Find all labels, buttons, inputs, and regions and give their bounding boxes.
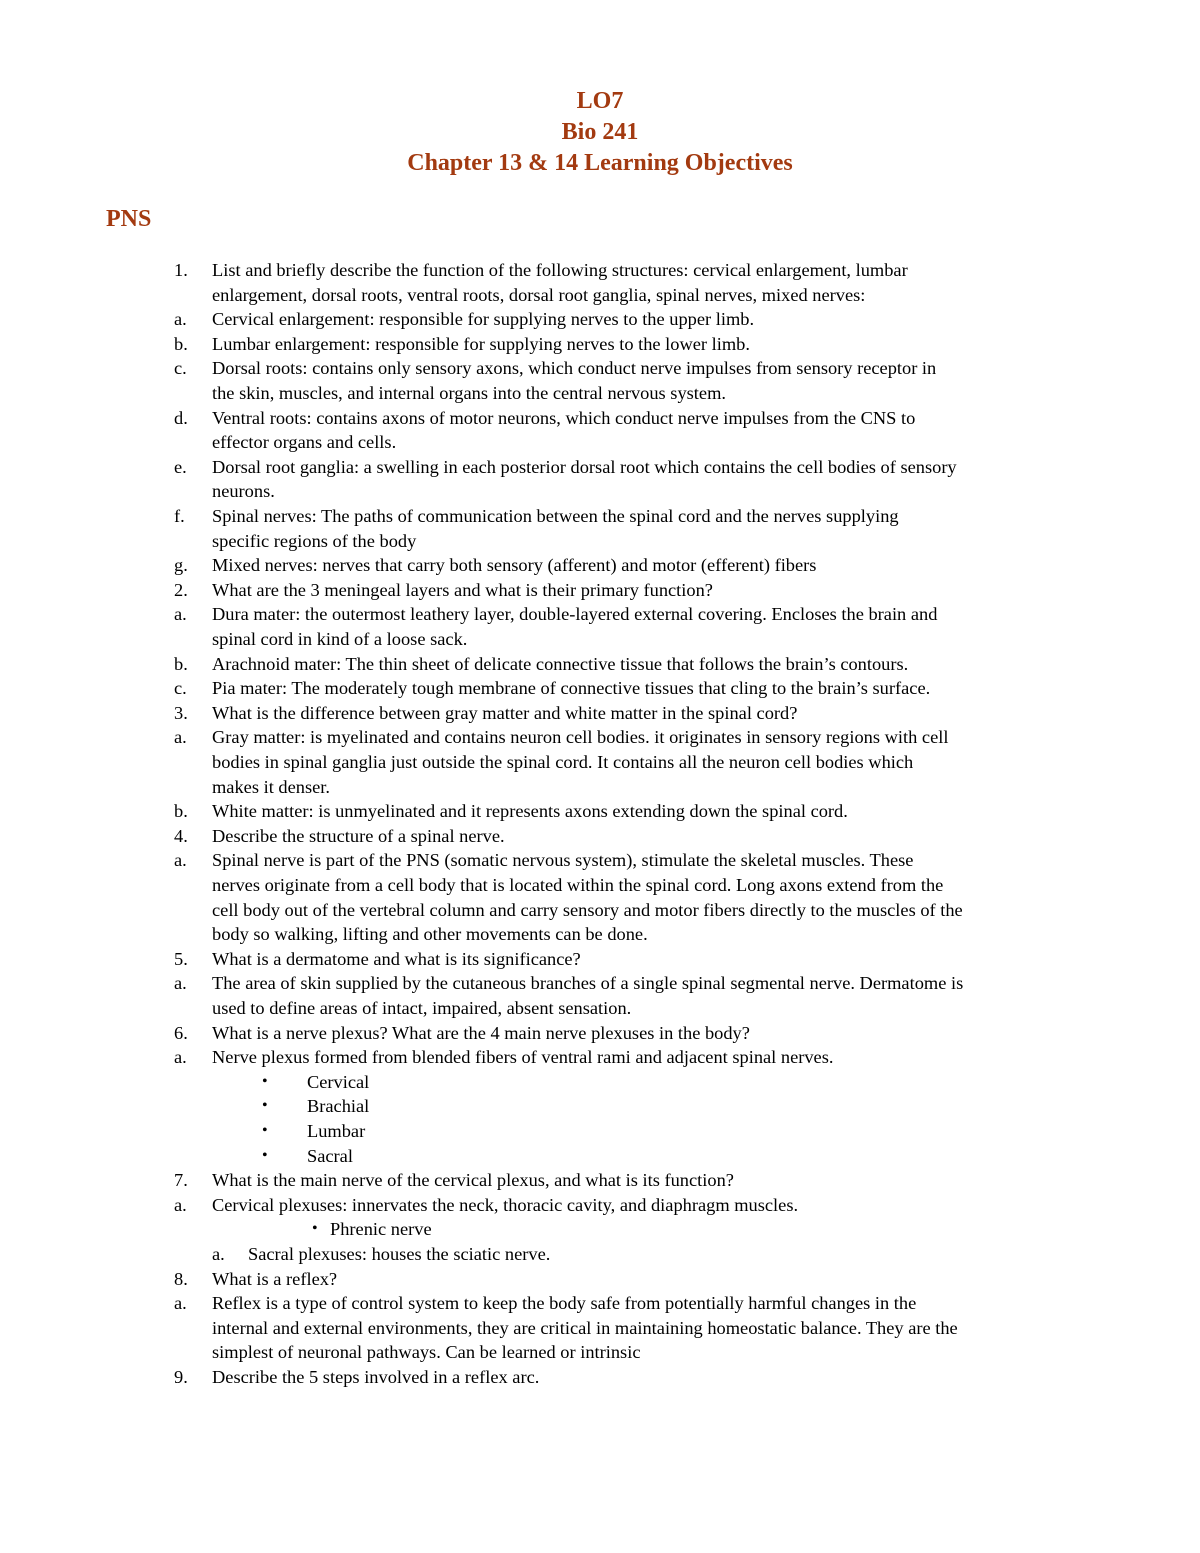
list-text: What is the main nerve of the cervical plexus, and what is its function? [212,1170,734,1191]
list-text: Nerve plexus formed from blended fibers of ventral rami and adjacent spinal nerves. [212,1047,834,1068]
list-marker: a. [174,727,187,748]
list-text: Cervical enlargement: responsible for supplying nerves to the upper limb. [212,309,755,330]
list-text: White matter: is unmyelinated and it represents axons extending down the spinal cord. [212,801,848,822]
list-marker: a. [174,1047,187,1068]
list-marker: a. [174,850,187,871]
list-marker: 2. [174,579,188,600]
list-marker: a. [174,1194,187,1215]
list-text: What is the difference between gray matter and white matter in the spinal cord? [212,702,798,723]
list-marker: 9. [174,1367,188,1387]
list-text: effector organs and cells. [212,432,397,453]
list-text: List and briefly describe the function of the following structures: cervical enlargement, lumbar [212,260,908,280]
list-marker: 8. [174,1268,188,1289]
list-text: specific regions of the body [212,530,417,551]
bullet-icon: • [262,1097,268,1115]
list-text: Gray matter: is myelinated and contains neuron cell bodies. it originates in sensory regions with cell [212,727,949,748]
list-text: Pia mater: The moderately tough membrane of connective tissues that cling to the brain’s surface. [212,678,931,699]
list-text: What is a nerve plexus? What are the 4 main nerve plexuses in the body? [212,1022,750,1043]
list-text: the skin, muscles, and internal organs into the central nervous system. [212,383,726,403]
list-marker: b. [174,653,188,674]
list-marker: d. [174,407,188,428]
list-text: Reflex is a type of control system to keep the body safe from potentially harmful changes in the [212,1293,917,1314]
list-text: What is a dermatome and what is its significance? [212,948,581,969]
doc-title-code: LO7 [576,88,624,114]
list-marker: 7. [174,1170,188,1191]
list-marker: b. [174,801,188,822]
list-marker: 5. [174,948,188,969]
list-marker: a. [212,1244,225,1264]
list-text: Spinal nerve is part of the PNS (somatic nervous system), stimulate the skeletal muscles. These [212,850,914,871]
list-text: bodies in spinal ganglia just outside the spinal cord. It contains all the neuron cell bodies which [212,752,914,772]
list-text: Describe the structure of a spinal nerve. [212,825,505,846]
list-text: Dura mater: the outermost leathery layer, double-layered external covering. Encloses the brain and [212,604,938,625]
list-text: nerves originate from a cell body that is located within the spinal cord. Long axons extend from the [212,875,944,895]
bullet-icon: • [262,1146,268,1164]
list-marker: a. [174,604,187,625]
section-heading: PNS [106,206,152,232]
doc-title-chapter: Chapter 13 & 14 Learning Objectives [407,150,793,176]
list-marker: 1. [174,260,188,280]
list-marker: c. [174,678,187,699]
list-text: Arachnoid mater: The thin sheet of delicate connective tissue that follows the brain’s contours. [212,653,909,674]
list-marker: 3. [174,702,188,723]
list-text: spinal cord in kind of a loose sack. [212,629,468,649]
list-text: Spinal nerves: The paths of communication between the spinal cord and the nerves supplying [212,506,899,526]
list-marker: 4. [174,825,188,846]
list-text: What are the 3 meningeal layers and what is their primary function? [212,579,713,600]
list-text: Ventral roots: contains axons of motor neurons, which conduct nerve impulses from the CNS to [212,407,916,428]
list-text: Lumbar enlargement: responsible for supplying nerves to the lower limb. [212,333,750,354]
bullet-icon: • [312,1220,318,1238]
list-text: Cervical plexuses: innervates the neck, thoracic cavity, and diaphragm muscles. [212,1194,799,1215]
list-marker: g. [174,555,188,576]
list-marker: a. [174,973,187,994]
list-text: Sacral plexuses: houses the sciatic nerve. [248,1244,551,1264]
bullet-icon: • [262,1122,268,1139]
doc-title-course: Bio 241 [561,119,639,145]
bullet-icon: • [262,1072,268,1090]
list-text: What is a reflex? [212,1268,338,1289]
list-marker: c. [174,358,187,379]
list-text: cell body out of the vertebral column and carry sensory and motor fibers directly to the muscles of the [212,899,963,920]
list-marker: b. [174,333,188,354]
list-text: Mixed nerves: nerves that carry both sensory (afferent) and motor (efferent) fibers [212,555,817,576]
list-text: Dorsal roots: contains only sensory axons, which conduct nerve impulses from sensory receptor in [212,358,937,379]
bullet-text: Cervical [307,1071,370,1092]
list-text: neurons. [212,481,275,502]
bullet-text: Lumbar [307,1121,366,1141]
bullet-text: Brachial [307,1096,370,1117]
list-marker: f. [174,506,185,526]
list-text: internal and external environments, they are critical in maintaining homeostatic balance. They are the [212,1317,958,1338]
bullet-text: Sacral [307,1145,353,1166]
list-marker: e. [174,456,187,477]
list-marker: a. [174,309,187,330]
bullet-text: Phrenic nerve [330,1219,432,1240]
list-text: Describe the 5 steps involved in a reflex arc. [212,1367,540,1387]
list-text: The area of skin supplied by the cutaneous branches of a single spinal segmental nerve. Dermatome is [212,973,964,994]
list-text: Dorsal root ganglia: a swelling in each posterior dorsal root which contains the cell bodies of sensory [212,456,957,477]
list-text: body so walking, lifting and other movements can be done. [212,924,648,945]
list-text: used to define areas of intact, impaired, absent sensation. [212,998,632,1018]
list-text: makes it denser. [212,776,330,797]
list-marker: a. [174,1293,187,1314]
list-text: simplest of neuronal pathways. Can be learned or intrinsic [212,1342,641,1363]
list-marker: 6. [174,1022,188,1043]
list-text: enlargement, dorsal roots, ventral roots, dorsal root ganglia, spinal nerves, mixed nerves: [212,284,866,305]
